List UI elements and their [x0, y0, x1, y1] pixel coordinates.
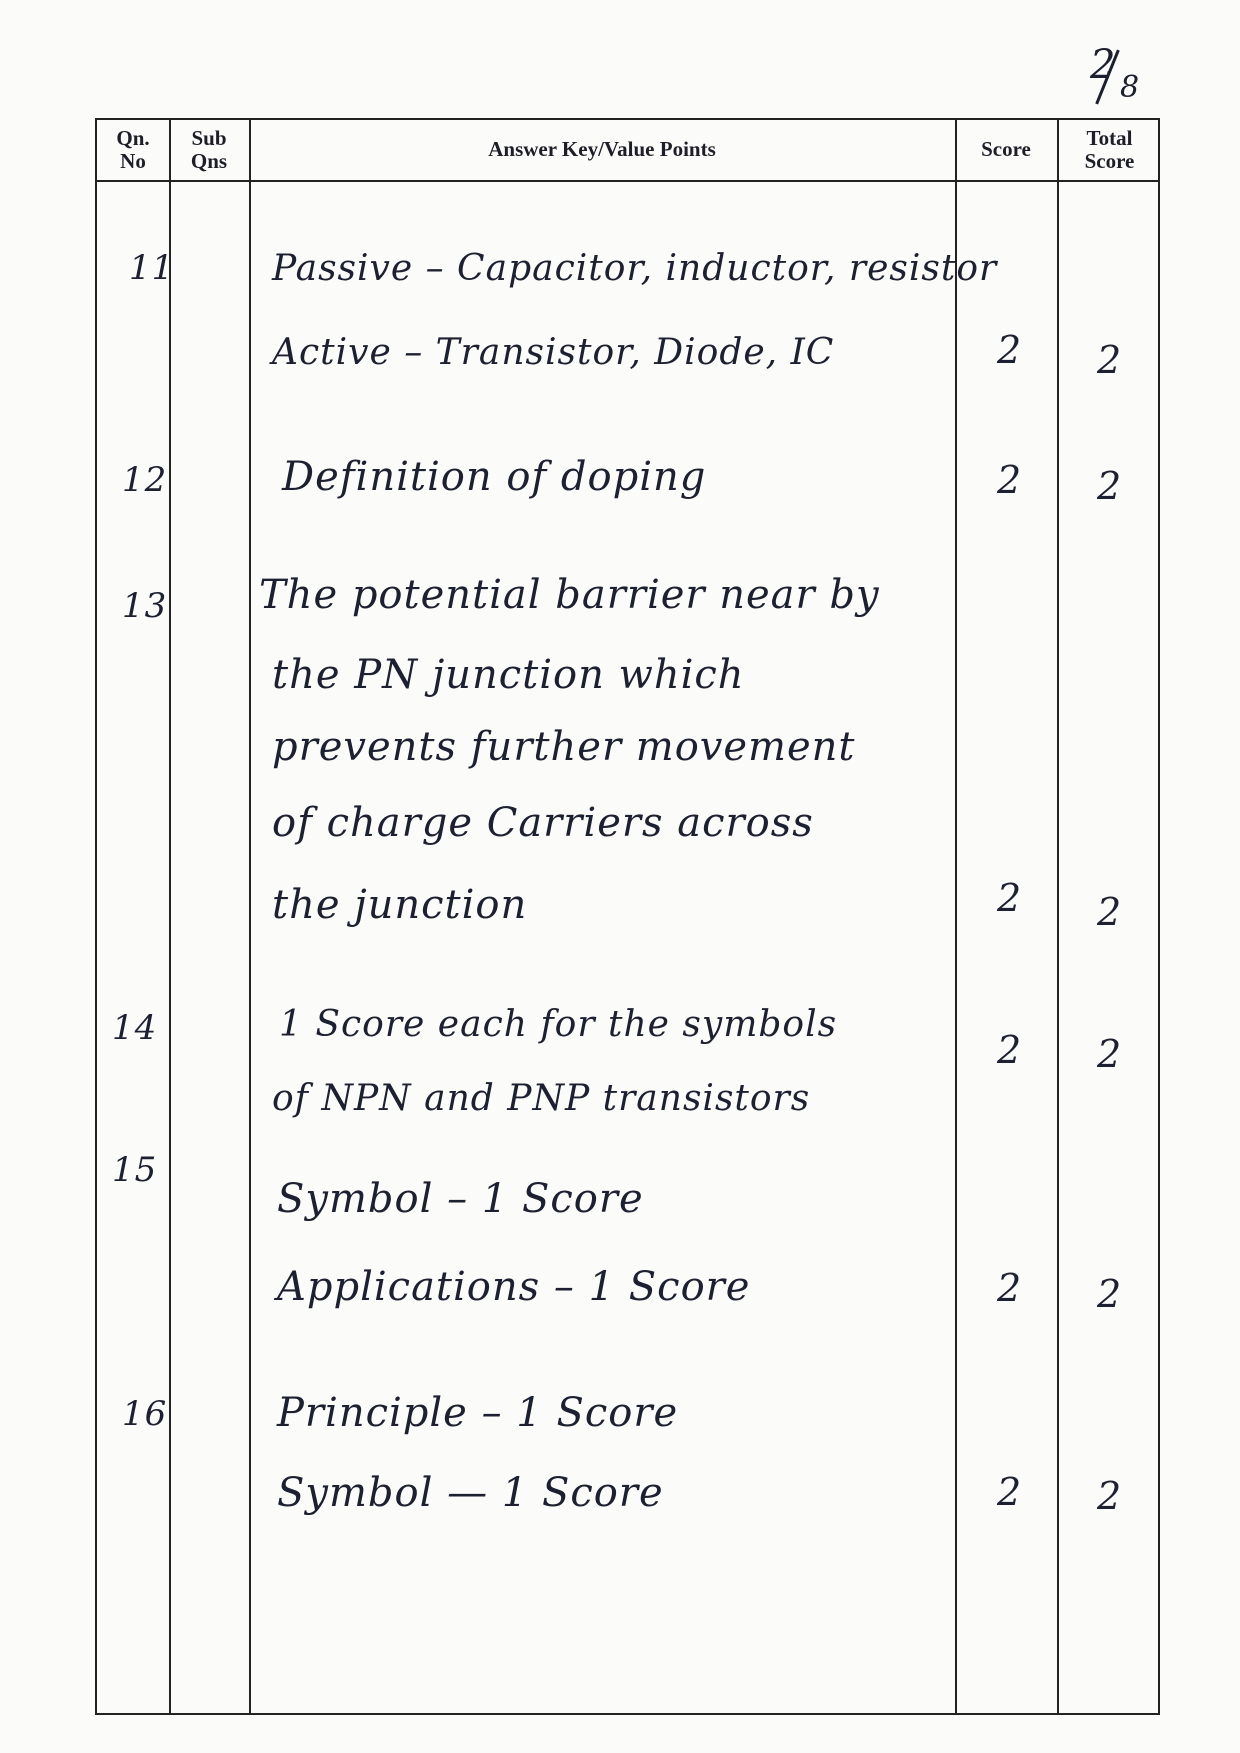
question-number: 11	[129, 248, 175, 288]
header-score-label: Score	[981, 137, 1031, 162]
header-sub-qns-line1: Sub	[191, 125, 227, 150]
answer-key-table	[95, 118, 1160, 1715]
score-value: 2	[997, 1470, 1023, 1514]
total-score-value: 2	[1097, 890, 1123, 934]
total-score-value: 2	[1097, 1032, 1123, 1076]
answer-line: The potential barrier near by	[259, 572, 880, 618]
question-number: 16	[122, 1394, 168, 1434]
header-sub-qns	[169, 120, 249, 180]
header-qn-no	[97, 120, 169, 180]
score-value: 2	[997, 1028, 1023, 1072]
score-value: 2	[997, 876, 1023, 920]
answer-line: of NPN and PNP transistors	[272, 1078, 811, 1119]
answer-line: Definition of doping	[282, 454, 707, 500]
header-total-line2: Score	[1084, 149, 1135, 173]
answer-line: Symbol — 1 Score	[277, 1470, 664, 1516]
answer-line: Active – Transistor, Diode, IC	[272, 332, 835, 373]
header-sub-qns-line2: Qns	[190, 149, 228, 173]
header-qn-no-line2: No	[120, 149, 146, 173]
answer-line: the junction	[272, 882, 528, 928]
header-total-line1: Total	[1086, 125, 1133, 150]
header-score	[955, 120, 1057, 180]
score-value: 2	[997, 328, 1023, 372]
answer-line: Symbol – 1 Score	[277, 1176, 644, 1222]
header-total-score	[1057, 120, 1162, 180]
score-value: 2	[997, 458, 1023, 502]
page-number-total: 8	[1120, 70, 1140, 105]
question-number: 15	[112, 1150, 158, 1190]
total-score-value: 2	[1097, 464, 1123, 508]
answer-line: the PN junction which	[272, 652, 745, 698]
page-number	[1080, 40, 1200, 110]
header-answer-key	[249, 120, 955, 180]
question-number: 13	[122, 586, 168, 626]
total-score-value: 2	[1097, 1272, 1123, 1316]
score-value: 2	[997, 1266, 1023, 1310]
answer-line: 1 Score each for the symbols	[279, 1004, 838, 1045]
header-divider	[97, 180, 1158, 182]
page-number-current: 2	[1090, 42, 1116, 88]
column-divider	[955, 120, 957, 1713]
question-number: 14	[112, 1008, 158, 1048]
total-score-value: 2	[1097, 1474, 1123, 1518]
answer-line: Principle – 1 Score	[277, 1390, 679, 1436]
column-divider	[169, 120, 171, 1713]
answer-line: prevents further movement	[272, 724, 856, 770]
header-answer-key-label: Answer Key/Value Points	[488, 137, 716, 162]
answer-line: Passive – Capacitor, inductor, resistor	[272, 248, 998, 289]
question-number: 12	[122, 460, 168, 500]
answer-line: Applications – 1 Score	[277, 1264, 751, 1310]
header-qn-no-line1: Qn.	[116, 125, 150, 150]
column-divider	[249, 120, 251, 1713]
column-divider	[1057, 120, 1059, 1713]
total-score-value: 2	[1097, 338, 1123, 382]
answer-line: of charge Carriers across	[272, 800, 814, 846]
